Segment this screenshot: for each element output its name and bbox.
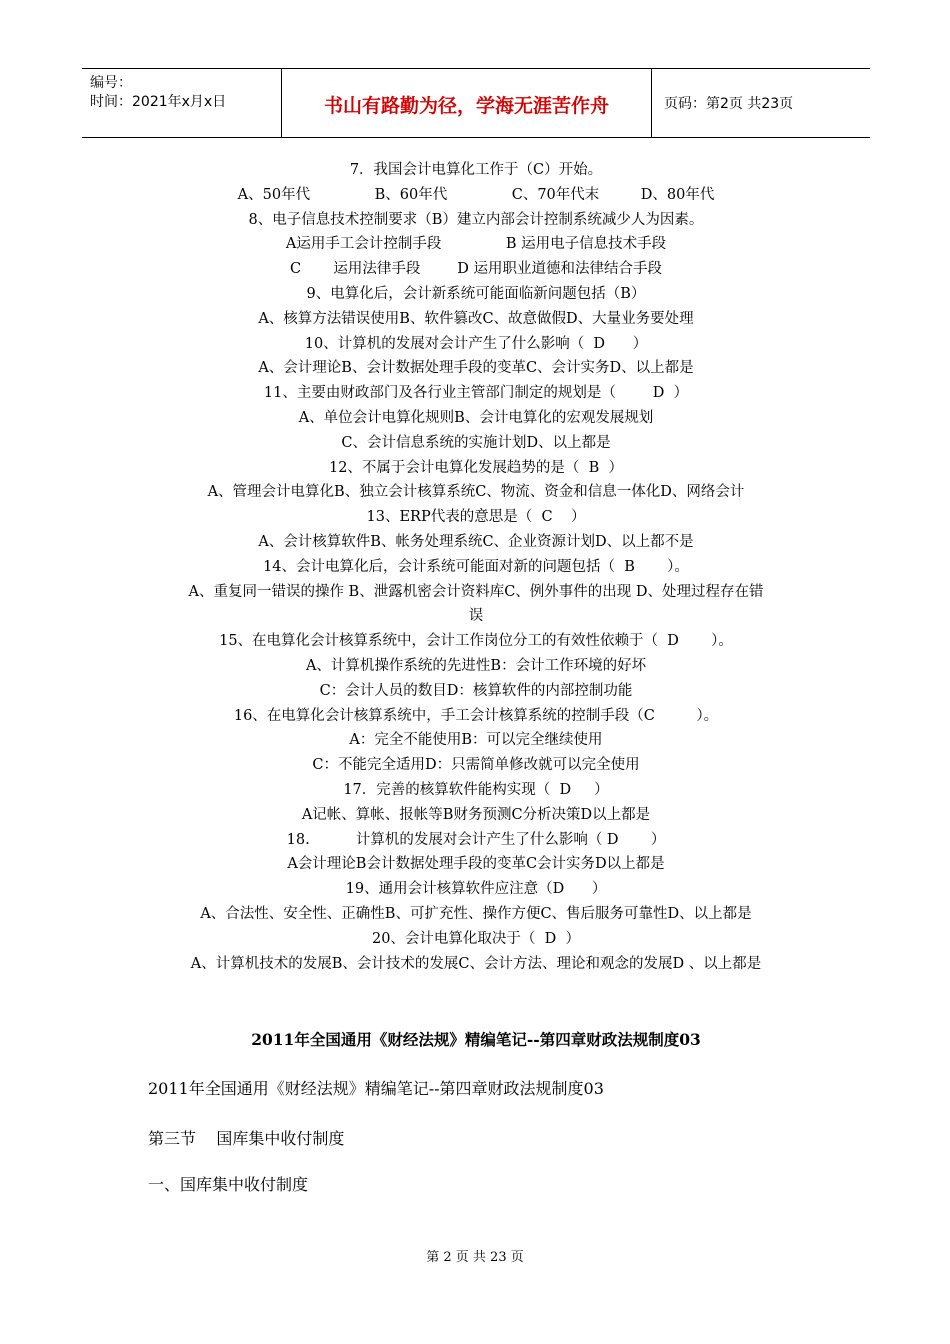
quiz-line: A、计算机操作系统的先进性B：会计工作环境的好坏 <box>305 657 647 674</box>
quiz-line: C：不能完全适用D：只需简单修改就可以完全使用 <box>312 757 640 774</box>
header-page-info: 页码：第2页 共23页 <box>664 96 794 112</box>
quiz-line: 15、在电算化会计核算系统中，会计工作岗位分工的有效性依赖于（ D ）。 <box>219 633 733 650</box>
quiz-line: A记帐、算帐、报帐等B财务预测C分析决策D以上都是 <box>301 806 651 823</box>
header-number-label: 编号： <box>90 75 132 91</box>
quiz-line: 11、主要由财政部门及各行业主管部门制定的规划是（ D ） <box>263 385 689 402</box>
quiz-line: 18. 计算机的发展对会计产生了什么影响（ D ） <box>286 831 666 848</box>
quiz-line: 12、不属于会计电算化发展趋势的是（ B ） <box>328 459 624 476</box>
quiz-line: 9、电算化后，会计新系统可能面临新问题包括（B） <box>306 285 646 302</box>
quiz-line: 17．完善的核算软件能构实现（ D ） <box>343 781 609 798</box>
quiz-line: A、会计核算软件B、帐务处理系统C、企业资源计划D、以上都不是 <box>258 533 694 550</box>
quiz-line: A会计理论B会计数据处理手段的变革C会计实务D以上都是 <box>287 856 665 873</box>
page-footer: 第 2 页 共 23 页 <box>426 1250 524 1265</box>
header-meta-cell <box>82 69 282 137</box>
quiz-line: A、核算方法错误使用B、软件篡改C、故意做假D、大量业务要处理 <box>258 310 694 327</box>
header-page-cell <box>652 69 870 137</box>
quiz-line: 20、会计电算化取决于（ D ） <box>371 930 580 947</box>
section-heading: 第三节 国库集中收付制度 <box>148 1129 345 1148</box>
quiz-lines <box>82 158 870 976</box>
quiz-line: A、单位会计电算化规则B、会计电算化的宏观发展规划 <box>298 409 654 426</box>
quiz-line: 10、计算机的发展对会计产生了什么影响（ D ） <box>304 335 648 352</box>
body-paragraph: 2011年全国通用《财经法规》精编笔记--第四章财政法规制度03 <box>148 1079 604 1098</box>
section-title: 2011年全国通用《财经法规》精编笔记--第四章财政法规制度03 <box>251 1030 701 1049</box>
quiz-line: C、会计信息系统的实施计划D、以上都是 <box>341 434 611 451</box>
quiz-line: A、会计理论B、会计数据处理手段的变革C、会计实务D、以上都是 <box>258 360 694 377</box>
quiz-line: C：会计人员的数目D：核算软件的内部控制功能 <box>319 682 633 699</box>
subsection-heading: 一、国库集中收付制度 <box>148 1175 309 1194</box>
quiz-line: A、合法性、安全性、正确性B、可扩充性、操作方便C、售后服务可靠性D、以上都是 <box>200 905 752 922</box>
quiz-line: A：完全不能使用B：可以完全继续使用 <box>349 732 603 749</box>
header-slogan-cell <box>282 69 652 137</box>
quiz-line: A、重复同一错误的操作 B、泄露机密会计资料库C、例外事件的出现 D、处理过程存在错 <box>188 583 764 600</box>
quiz-line: 7．我国会计电算化工作于（C）开始。 <box>349 162 603 178</box>
quiz-line: A、计算机技术的发展B、会计技术的发展C、会计方法、理论和观念的发展D 、以上都是 <box>190 955 762 972</box>
quiz-line: 8、电子信息技术控制要求（B）建立内部会计控制系统减少人为因素。 <box>248 211 704 228</box>
header-slogan: 书山有路勤为径，学海无涯苦作舟 <box>323 95 609 117</box>
quiz-line: 误 <box>468 608 484 625</box>
quiz-line: 14、会计电算化后，会计系统可能面对新的问题包括（ B ）。 <box>263 558 689 575</box>
page-header <box>82 68 870 138</box>
header-time-label: 时间：2021年x月x日 <box>90 94 227 110</box>
quiz-line: A运用手工会计控制手段 B 运用电子信息技术手段 <box>285 236 667 253</box>
quiz-line: A、50年代 B、60年代 C、70年代末 D、80年代 <box>237 186 715 203</box>
quiz-line: A、管理会计电算化B、独立会计核算系统C、物流、资金和信息一体化D、网络会计 <box>207 484 745 501</box>
quiz-line: 19、通用会计核算软件应注意（D ） <box>345 881 607 898</box>
quiz-line: 16、在电算化会计核算系统中，手工会计核算系统的控制手段（C ）。 <box>233 707 719 724</box>
quiz-line: 13、ERP代表的意思是（ C ） <box>366 509 586 526</box>
quiz-line: C 运用法律手段 D 运用职业道德和法律结合手段 <box>290 261 662 278</box>
